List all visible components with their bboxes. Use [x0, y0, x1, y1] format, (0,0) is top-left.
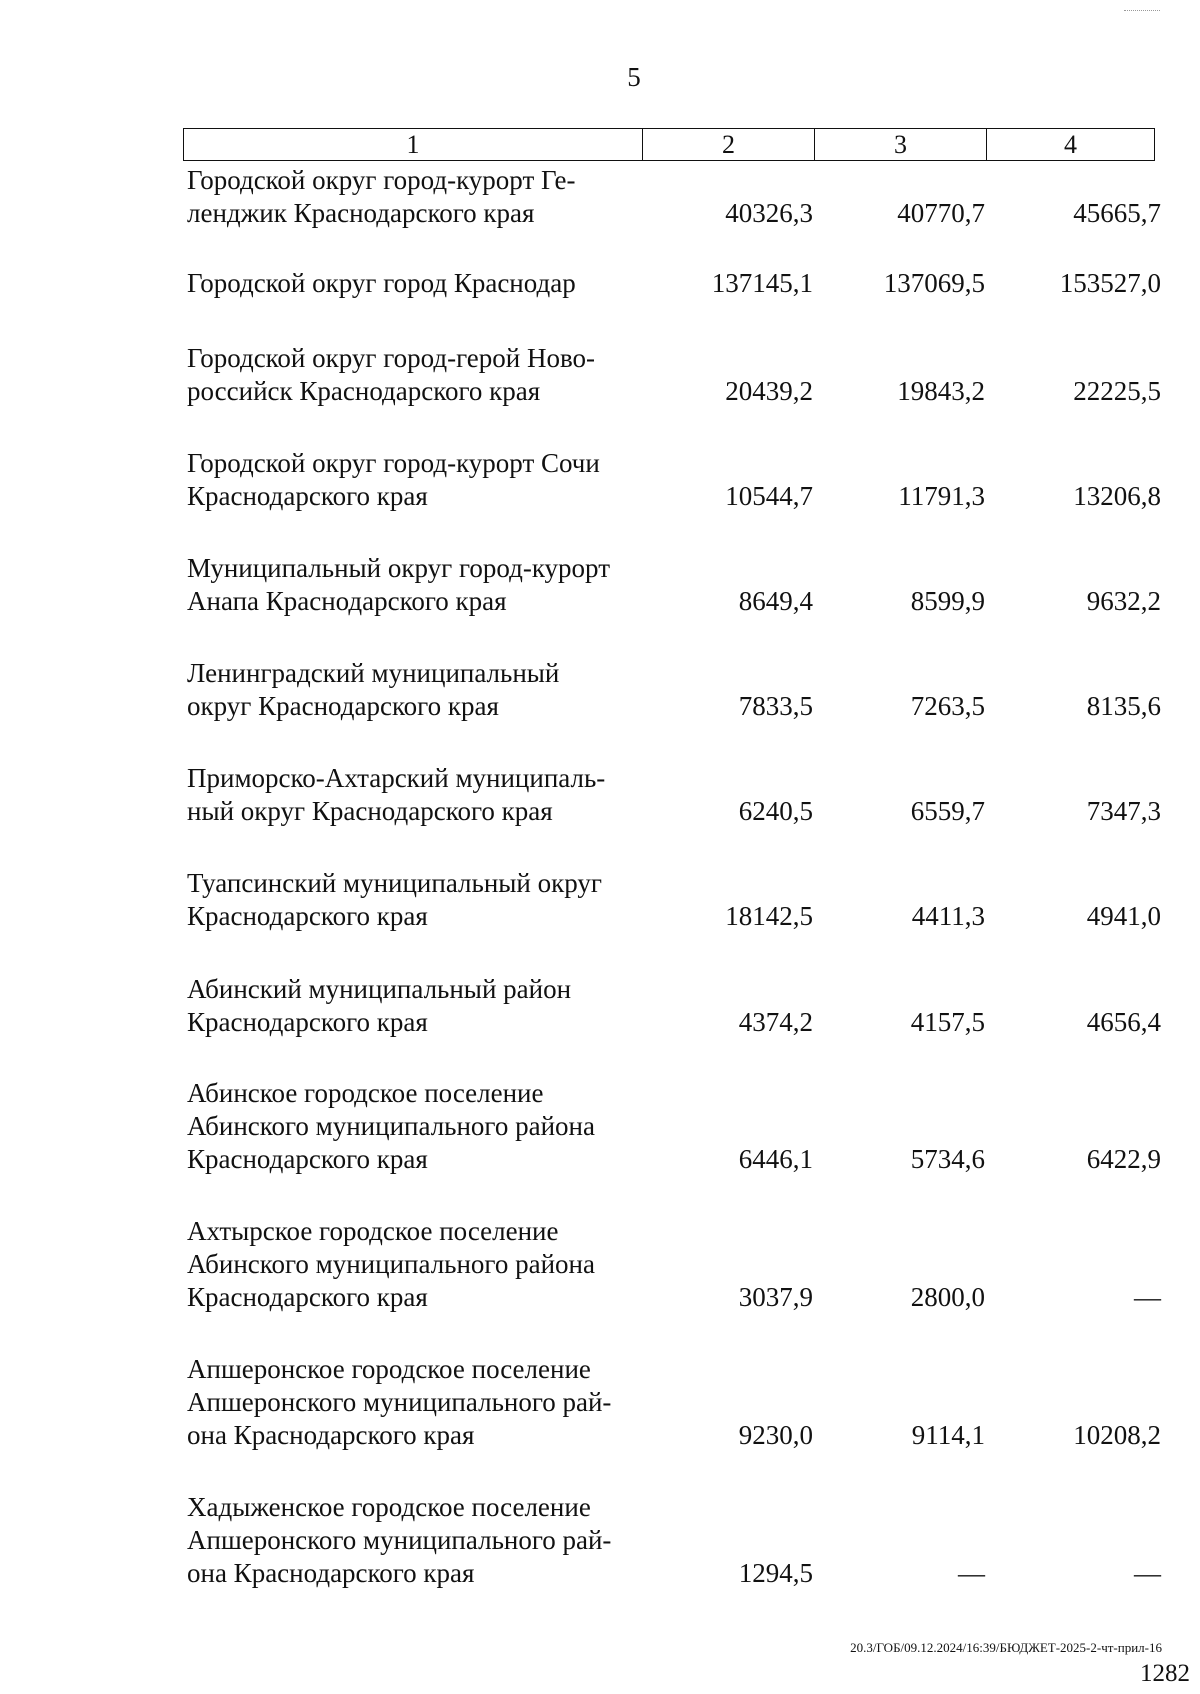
row-col-2: 3037,9	[738, 1282, 813, 1312]
row-col-2: 40326,3	[725, 198, 813, 228]
table-row	[183, 1314, 1163, 1452]
row-col-3: —	[958, 1558, 985, 1588]
row-col-3: 5734,6	[910, 1144, 985, 1174]
row-col-3: 11791,3	[898, 481, 985, 511]
table-row	[183, 160, 1163, 230]
row-col-2: 8649,4	[738, 586, 813, 616]
header-col-2: 2	[643, 129, 815, 160]
row-name: Абинское городское поселение Абинского муниципального района Краснодарского края	[187, 1078, 595, 1174]
row-col-3: 7263,5	[910, 691, 985, 721]
table-header-row	[183, 128, 1155, 161]
row-name: Городской округ город-курорт Ге- ленджик Краснодарского края	[187, 165, 576, 228]
footer-page-number: 1282	[1140, 1660, 1190, 1687]
row-col-4: —	[1134, 1282, 1161, 1312]
row-col-2: 7833,5	[738, 691, 813, 721]
row-name: Городской округ город-курорт Сочи Краснодарского края	[187, 448, 600, 511]
row-col-4: 4941,0	[1086, 901, 1161, 931]
table-row	[183, 1452, 1163, 1590]
row-col-3: 2800,0	[910, 1282, 985, 1312]
row-col-3: 4157,5	[910, 1007, 985, 1037]
row-col-4: 8135,6	[1086, 691, 1161, 721]
row-col-2: 137145,1	[711, 268, 813, 298]
row-col-4: 6422,9	[1086, 1144, 1161, 1174]
row-name: Абинский муниципальный район Краснодарского края	[187, 974, 572, 1037]
table-body	[183, 160, 1163, 1590]
row-name: Городской округ город Краснодар	[187, 268, 576, 298]
row-col-2: 18142,5	[725, 901, 813, 931]
footer-document-stamp: 20.3/ГОБ/09.12.2024/16:39/БЮДЖЕТ-2025-2-чт-прил-16	[850, 1640, 1162, 1655]
scan-mark	[1124, 10, 1160, 11]
row-col-3: 40770,7	[897, 198, 985, 228]
row-col-4: 10208,2	[1073, 1420, 1161, 1450]
table-row	[183, 1176, 1163, 1314]
table-row	[183, 230, 1163, 300]
row-col-4: —	[1134, 1558, 1161, 1588]
row-col-2: 10544,7	[725, 481, 813, 511]
table-row	[183, 408, 1163, 513]
row-col-3: 4411,3	[911, 901, 985, 931]
row-col-4: 153527,0	[1059, 268, 1161, 298]
row-name: Приморско-Ахтарский муниципаль- ный округ Краснодарского края	[187, 763, 606, 826]
row-col-3: 137069,5	[883, 268, 985, 298]
row-col-3: 8599,9	[910, 586, 985, 616]
row-col-2: 4374,2	[738, 1007, 813, 1037]
row-col-4: 7347,3	[1086, 796, 1161, 826]
row-name: Ленинградский муниципальный округ Краснодарского края	[187, 658, 560, 721]
row-col-2: 9230,0	[738, 1420, 813, 1450]
row-name: Туапсинский муниципальный округ Краснодарского края	[187, 868, 602, 931]
table-row	[183, 1039, 1163, 1176]
table-row	[183, 513, 1163, 618]
row-col-4: 9632,2	[1086, 586, 1161, 616]
row-name: Ахтырское городское поселение Абинского муниципального района Краснодарского края	[187, 1216, 595, 1312]
row-col-3: 19843,2	[897, 376, 985, 406]
table-row	[183, 933, 1163, 1039]
row-col-3: 9114,1	[911, 1420, 985, 1450]
table-row	[183, 828, 1163, 933]
row-col-2: 20439,2	[725, 376, 813, 406]
row-name: Муниципальный округ город-курорт Анапа Краснодарского края	[187, 553, 610, 616]
header-col-3: 3	[815, 129, 987, 160]
header-col-4: 4	[1064, 130, 1077, 159]
row-name: Апшеронское городское поселение Апшеронского муниципального рай- она Краснодарского края	[187, 1354, 612, 1450]
table-row	[183, 300, 1163, 408]
row-name: Хадыженское городское поселение Апшеронского муниципального рай- она Краснодарского края	[187, 1492, 612, 1588]
row-name: Городской округ город-герой Ново- российск Краснодарского края	[187, 343, 596, 406]
row-col-2: 6446,1	[738, 1144, 813, 1174]
row-col-4: 45665,7	[1073, 198, 1161, 228]
table-row	[183, 723, 1163, 828]
row-col-4: 13206,8	[1073, 481, 1161, 511]
row-col-2: 1294,5	[738, 1558, 813, 1588]
row-col-4: 4656,4	[1086, 1007, 1161, 1037]
header-col-1: 1	[184, 129, 643, 160]
row-col-3: 6559,7	[910, 796, 985, 826]
row-col-2: 6240,5	[738, 796, 813, 826]
page-number: 5	[627, 62, 641, 92]
table-row	[183, 618, 1163, 723]
row-col-4: 22225,5	[1073, 376, 1161, 406]
